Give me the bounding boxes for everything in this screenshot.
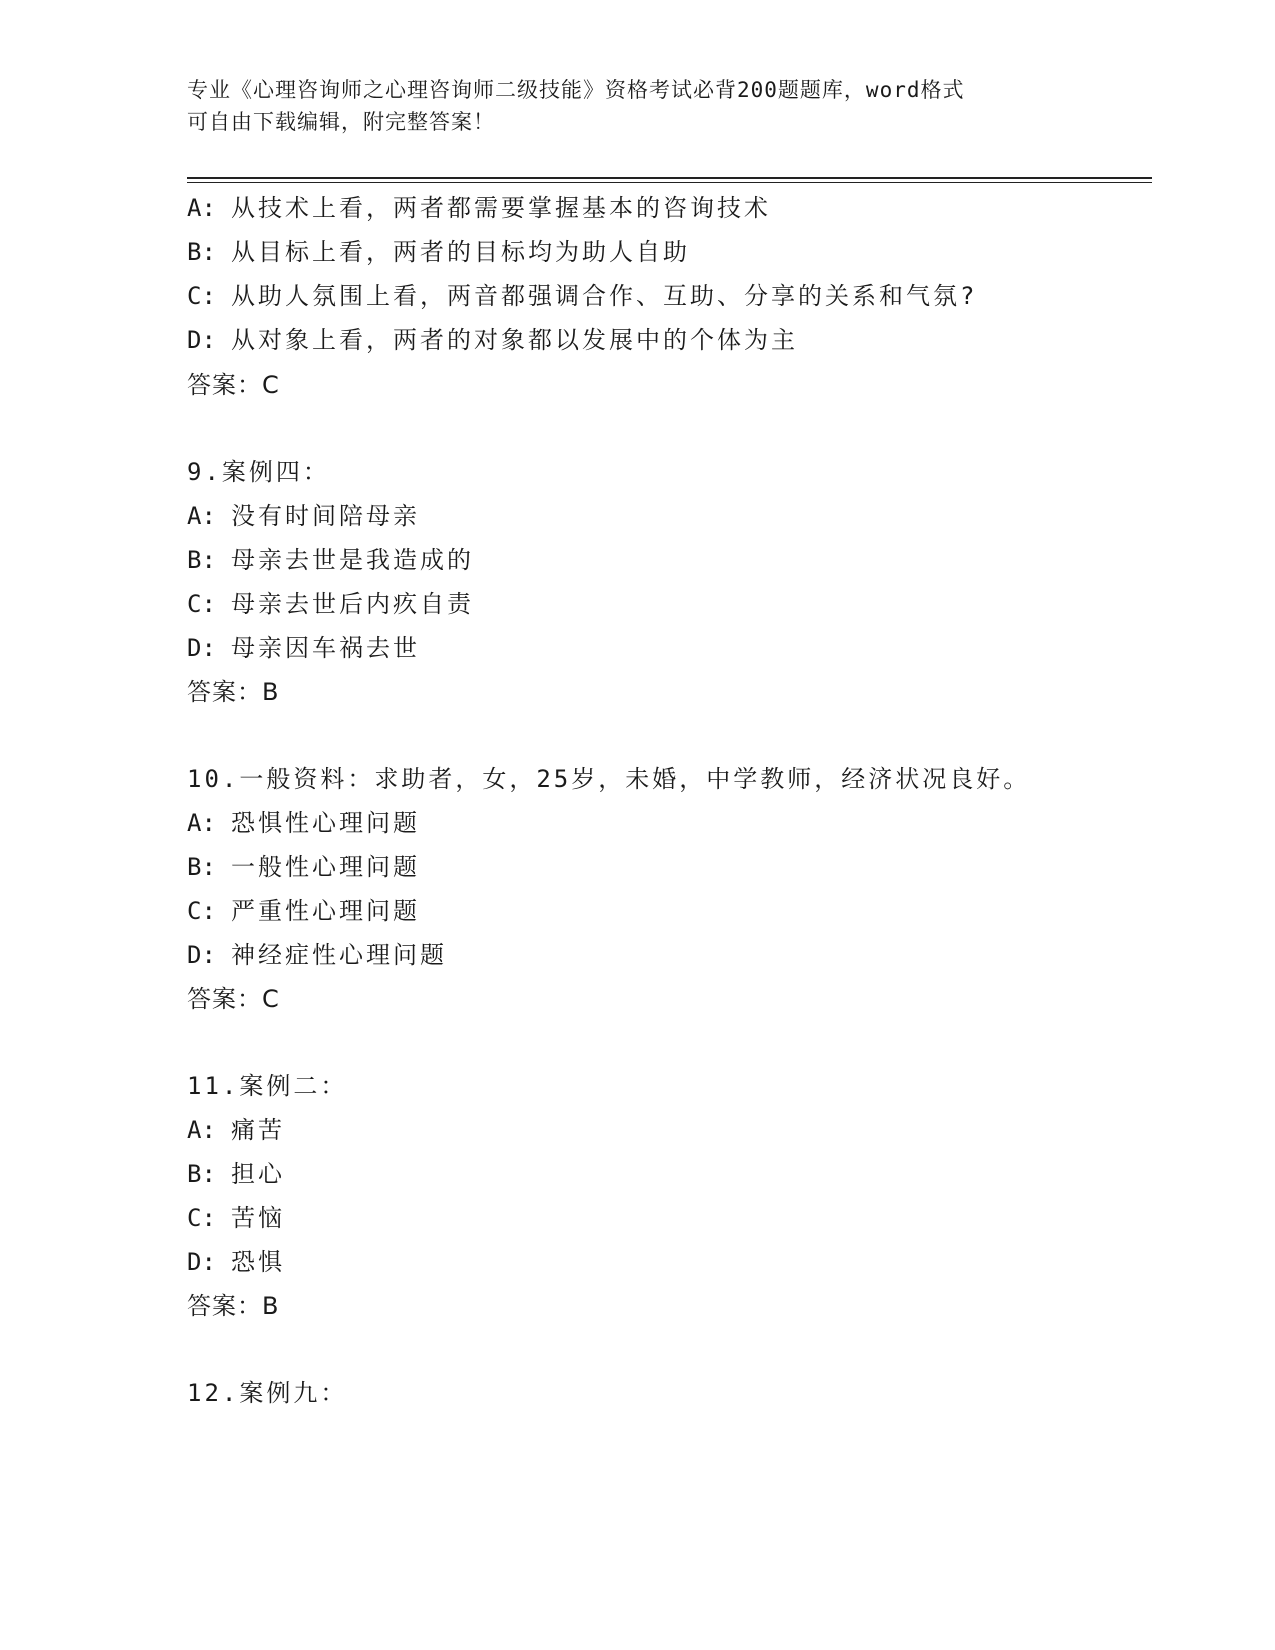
option-label: D:	[187, 941, 216, 969]
option-label: C:	[187, 590, 216, 618]
option-label: D:	[187, 326, 216, 354]
option-line	[187, 589, 474, 619]
option-text: 痛苦	[231, 1116, 285, 1144]
option-line	[187, 852, 420, 882]
option-line	[187, 501, 420, 531]
option-line	[187, 325, 798, 355]
option-text: 一般性心理问题	[231, 853, 420, 881]
option-line	[187, 1115, 285, 1145]
option-text: 担心	[231, 1160, 285, 1188]
question-title: 12.案例九：	[187, 1379, 348, 1407]
option-label: D:	[187, 634, 216, 662]
header-line-2: 可自由下载编辑，附完整答案！	[187, 110, 495, 134]
option-label: A:	[187, 502, 216, 530]
document-header	[187, 74, 1087, 138]
option-label: A:	[187, 809, 216, 837]
option-label: A:	[187, 194, 216, 222]
question-title: 10.一般资料：求助者，女，25岁，未婚，中学教师，经济状况良好。	[187, 765, 1031, 793]
answer-line: 答案：C	[187, 985, 280, 1013]
option-line	[187, 281, 977, 311]
option-label: B:	[187, 238, 216, 266]
option-text: 从助人氛围上看，两音都强调合作、互助、分享的关系和气氛?	[231, 282, 978, 310]
option-text: 母亲去世是我造成的	[231, 546, 474, 574]
option-line	[187, 633, 420, 663]
option-line	[187, 1247, 285, 1277]
option-text: 从目标上看，两者的目标均为助人自助	[231, 238, 690, 266]
option-label: C:	[187, 1204, 216, 1232]
option-text: 没有时间陪母亲	[231, 502, 420, 530]
option-line	[187, 808, 420, 838]
option-text: 苦恼	[231, 1204, 285, 1232]
header-line-1: 专业《心理咨询师之心理咨询师二级技能》资格考试必背200题题库，word格式	[187, 78, 965, 102]
option-label: B:	[187, 853, 216, 881]
option-line	[187, 545, 474, 575]
option-line	[187, 1159, 285, 1189]
header-divider-thin	[187, 182, 1152, 183]
question-title: 9.案例四：	[187, 458, 330, 486]
option-label: B:	[187, 546, 216, 574]
option-text: 母亲因车祸去世	[231, 634, 420, 662]
option-text: 从技术上看，两者都需要掌握基本的咨询技术	[231, 194, 771, 222]
option-label: C:	[187, 897, 216, 925]
option-text: 神经症性心理问题	[231, 941, 447, 969]
option-line	[187, 237, 690, 267]
answer-line: 答案：B	[187, 678, 280, 706]
option-text: 恐惧	[231, 1248, 285, 1276]
answer-line: 答案：B	[187, 1292, 280, 1320]
option-text: 从对象上看，两者的对象都以发展中的个体为主	[231, 326, 798, 354]
option-text: 恐惧性心理问题	[231, 809, 420, 837]
option-label: B:	[187, 1160, 216, 1188]
option-text: 母亲去世后内疚自责	[231, 590, 474, 618]
option-line	[187, 1203, 285, 1233]
option-line	[187, 193, 771, 223]
header-divider	[187, 177, 1152, 179]
answer-line: 答案：C	[187, 371, 280, 399]
option-line	[187, 896, 420, 926]
option-line	[187, 940, 447, 970]
option-text: 严重性心理问题	[231, 897, 420, 925]
option-label: A:	[187, 1116, 216, 1144]
option-label: D:	[187, 1248, 216, 1276]
option-label: C:	[187, 282, 216, 310]
question-title: 11.案例二：	[187, 1072, 348, 1100]
